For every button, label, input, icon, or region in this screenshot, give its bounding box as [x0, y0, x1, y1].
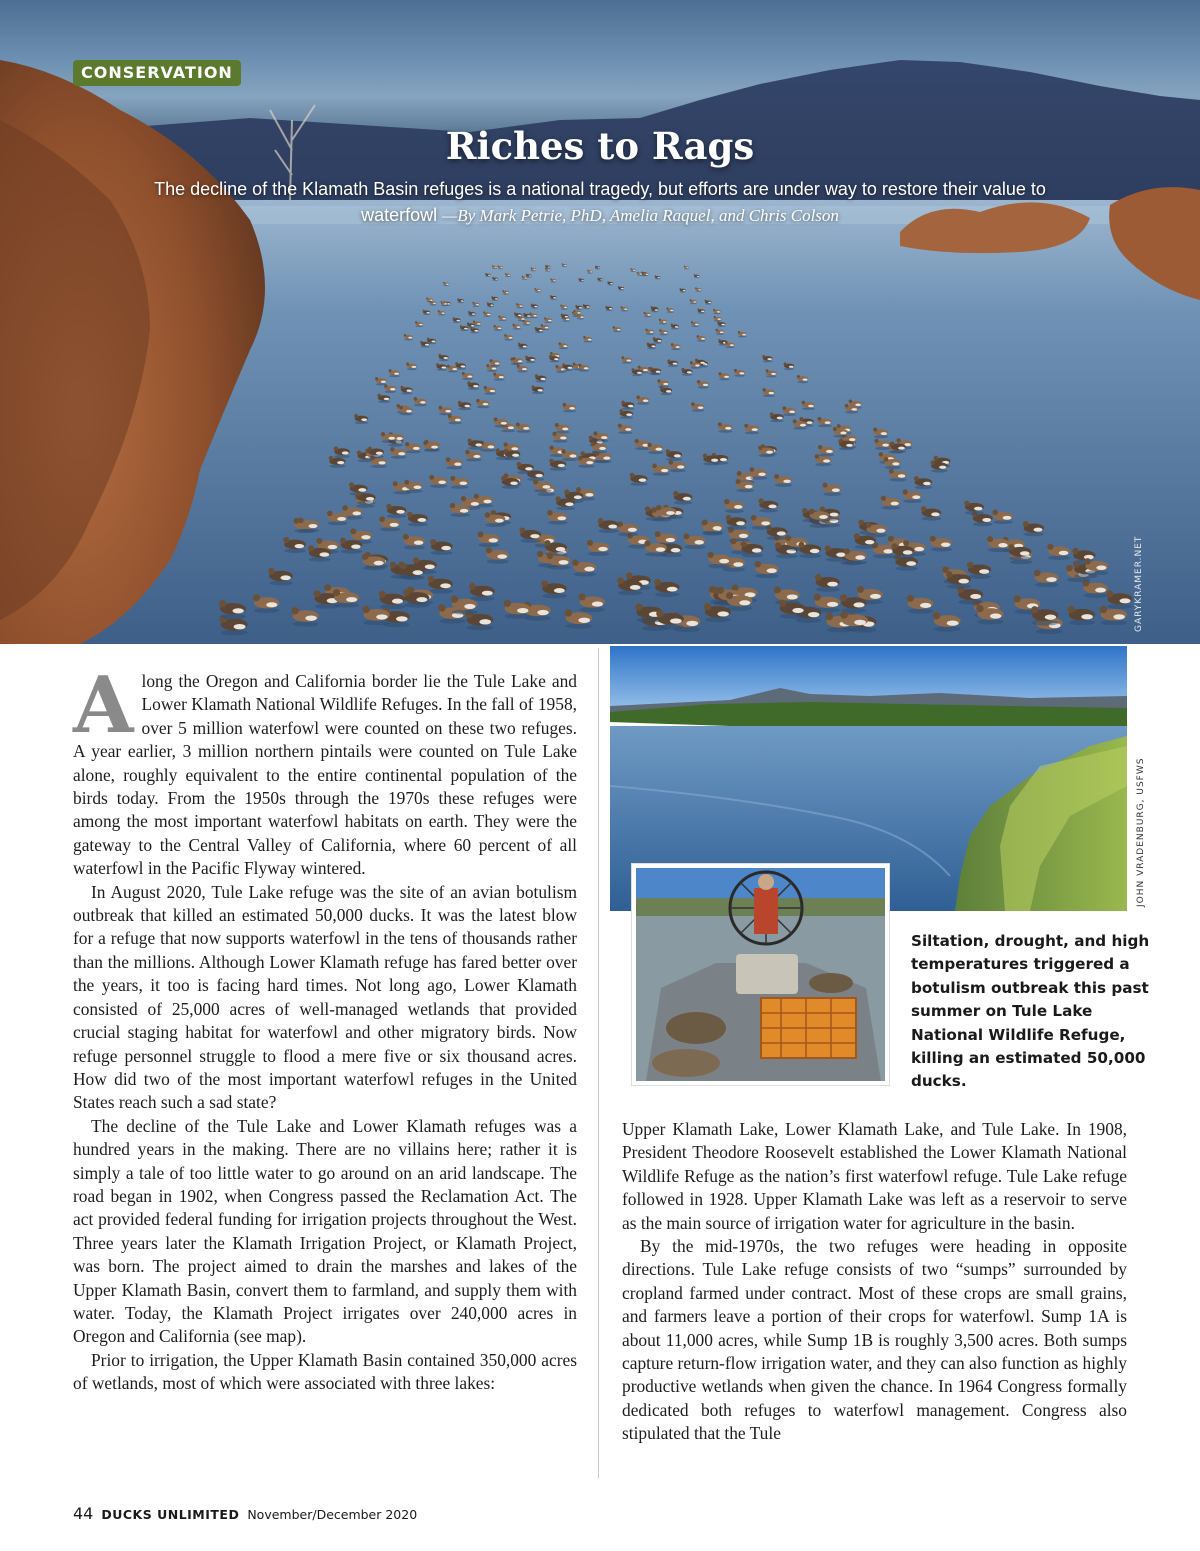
- byline: —By Mark Petrie, PhD, Amelia Raquel, and Chris Colson: [442, 206, 839, 225]
- subtitle-text: The decline of the Klamath Basin refuges is a national tragedy, but efforts are under way to restore their value to waterfowl: [154, 179, 1046, 225]
- hero-photo-credit: GARYKRAMER.NET: [1134, 535, 1144, 632]
- page-number: 44: [73, 1504, 94, 1523]
- boat-seat: [736, 954, 798, 994]
- paragraph: Upper Klamath Lake, Lower Klamath Lake, and Tule Lake. In 1908, President Theodore Roosevelt established the Lower Klamath National Wildlife Refuge as the nation’s first waterfowl refuge. Tule Lake refuge followed in 1928. Upper Klamath Lake was left as a reservoir to serve as the main source of irrigation water for agriculture in the basin.: [622, 1119, 1127, 1233]
- intro-text: long the Oregon and California border lie the Tule Lake and Lower Klamath National Wildlife Refuges. In the fall of 1958, over 5 million waterfowl were counted on these two refuges. A year earlier, 3 million northern pintails were counted on Tule Lake alone, roughly equivalent to the entire continental population of the birds today. From the 1950s through the 1970s these refuges were among the most important waterfowl habitats on earth. They were the gateway to the Central Valley of California, where 60 percent of all waterfowl in the Pacific Flyway wintered.: [73, 671, 577, 879]
- paragraph: In August 2020, Tule Lake refuge was the site of an avian botulism outbreak that killed an estimated 50,000 ducks. It was the latest blow for a refuge that now supports waterfowl in the tens of thousands rather than the millions. Although Lower Klamath refuge has fared better over the years, it too is facing hard times. Not long ago, Lower Klamath consisted of 25,000 acres of well-managed wetlands that provided crucial staging habitat for waterfowl and other migratory birds. Now refuge personnel struggle to flood a mere five or six thousand acres. How did two of the most important waterfowl refuges in the United States reach such a sad state?: [73, 881, 577, 1113]
- drop-cap: A: [73, 660, 134, 751]
- right-column: [622, 1118, 1127, 1446]
- paragraph: By the mid-1970s, the two refuges were heading in opposite directions. Tule Lake refuge consists of two “sumps” surrounded by cropland farmed under contract. Most of these crops are small grains, and farmers leave a portion of their crops for waterfowl. Sump 1A is about 11,000 acres, while Sump 1B is roughly 3,500 acres. Both sumps capture return-flow irrigation water, and they can also function as highly productive wetlands when given the chance. In 1964 Congress formally dedicated both refuges to waterfowl management. Congress also stipulated that the Tule: [622, 1236, 1127, 1444]
- article-title: Riches to Rags: [445, 124, 755, 168]
- hero-photo: [0, 0, 1200, 644]
- issue-date: November/December 2020: [247, 1507, 418, 1522]
- airboat-photo: [632, 864, 889, 1085]
- article-subtitle: [140, 176, 1060, 229]
- section-tag: CONSERVATION: [73, 60, 241, 86]
- paragraph: The decline of the Tule Lake and Lower Klamath refuges was a hundred years in the making. There are no villains here; rather it is simply a tale of too little water to go around on an arid landscape. The road began in 1902, when Congress passed the Reclamation Act. The act provided federal funding for irrigation projects throughout the West. Three years later the Klamath Irrigation Project, or Klamath Project, was born. The project aimed to drain the marshes and lakes of the Upper Klamath Basin, convert them to farmland, and supply them with water. Today, the Klamath Project irrigates over 240,000 acres in Oregon and California (see map).: [73, 1115, 577, 1347]
- magazine-name: DUCKS UNLIMITED: [101, 1507, 240, 1522]
- left-column: [73, 660, 577, 1396]
- photo-caption: Siltation, drought, and high temperatures triggered a botulism outbreak this past summer on Tule Lake National Wildlife Refuge, killing an estimated 50,000 ducks.: [911, 932, 1150, 1091]
- person: [754, 888, 778, 934]
- photo-credit: JOHN VRADENBURG, USFWS: [1136, 757, 1146, 907]
- page-footer: [73, 1504, 417, 1523]
- hero-scene-illustration: [0, 0, 1200, 644]
- airboat-scene-illustration: [636, 868, 885, 1081]
- column-divider: [598, 648, 599, 1478]
- paragraph-intro: [73, 660, 577, 881]
- paragraph: Prior to irrigation, the Upper Klamath Basin contained 350,000 acres of wetlands, most of which were associated with three lakes:: [73, 1349, 577, 1394]
